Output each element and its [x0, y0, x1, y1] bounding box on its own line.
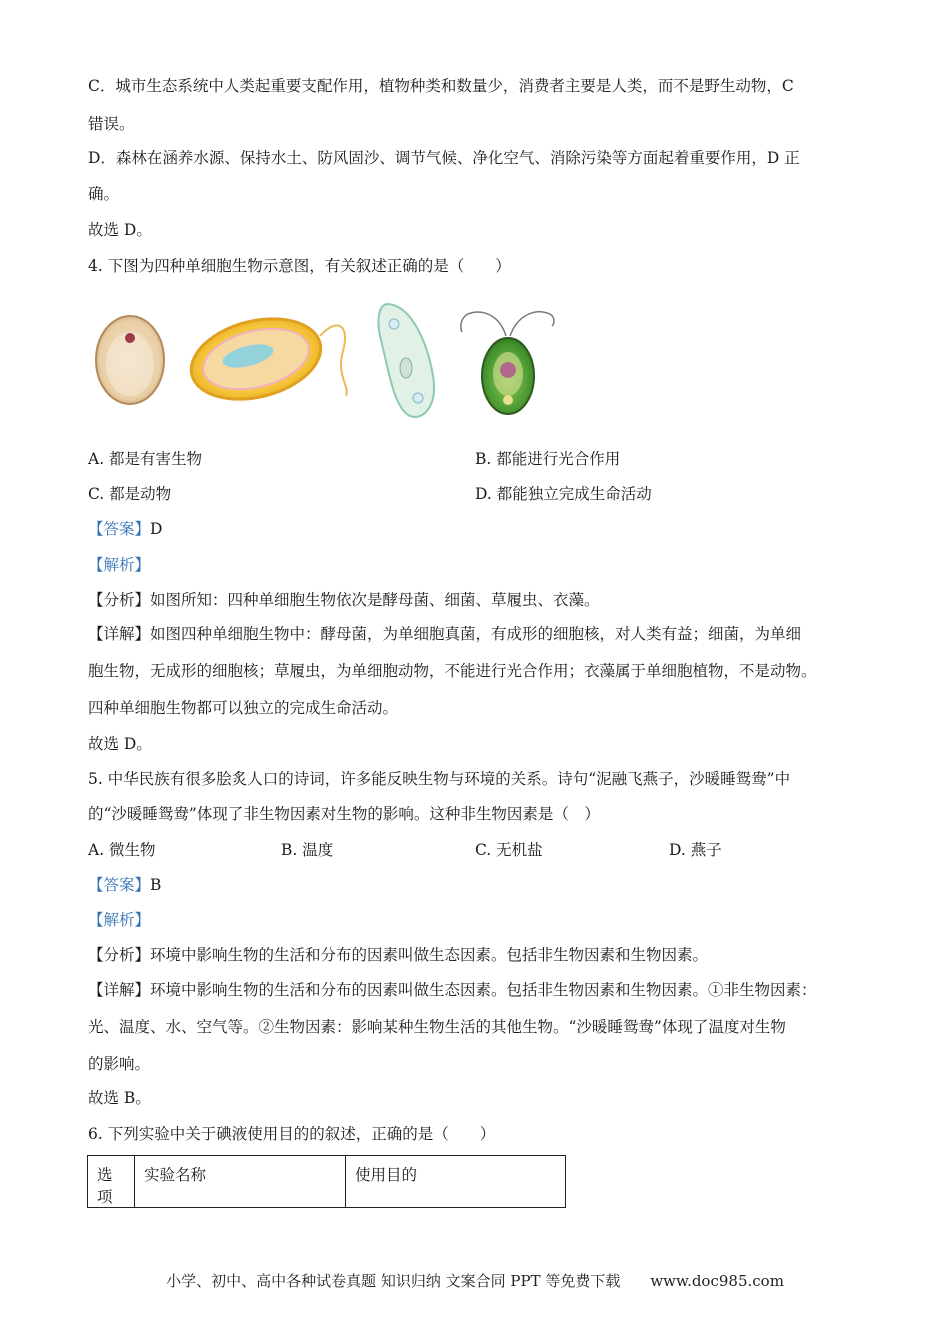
analysis-tag: 【分析】: [88, 946, 151, 964]
analysis-line: [88, 589, 600, 611]
detail-line: 光、温度、水、空气等。②生物因素：影响某种生物生活的其他生物。“沙暖睡鸳鸯”体现了温度对生物: [88, 1018, 786, 1036]
detail-text: 环境中影响生物的生活和分布的因素叫做生态因素。包括非生物因素和生物因素。①非生物因素：: [150, 981, 817, 999]
analysis-text: 环境中影响生物的生活和分布的因素叫做生态因素。包括非生物因素和生物因素。: [150, 946, 709, 964]
text-line: 确。: [88, 185, 120, 203]
question-6: 6. 下列实验中关于碘液使用目的的叙述，正确的是（ ）: [88, 1125, 496, 1143]
detail-line: 四种单细胞生物都可以独立的完成生命活动。: [88, 699, 399, 717]
table-header-cell: 实验名称: [135, 1156, 346, 1208]
select-line: 故选 D。: [88, 735, 152, 753]
detail-line: 胞生物，无成形的细胞核；草履虫，为单细胞动物，不能进行光合作用；衣藻属于单细胞植物，不是动物。: [88, 662, 817, 680]
option-c: C. 都是动物: [88, 485, 172, 503]
option-b: B. 温度: [281, 841, 334, 859]
table-row: [88, 1156, 566, 1208]
analysis-heading: 【解析】: [88, 911, 151, 929]
question-5: 5. 中华民族有很多脍炙人口的诗词，许多能反映生物与环境的关系。诗句“泥融飞燕子，沙暖睡鸳鸯”中: [88, 770, 791, 788]
text-line: D．森林在涵养水源、保持水土、防风固沙、调节气候、净化空气、消除污染等方面起着重要作用，D 正: [88, 149, 800, 167]
page-footer: 小学、初中、高中各种试卷真题 知识归纳 文案合同 PPT 等免费下载 www.doc985.com: [166, 1272, 784, 1290]
analysis-heading: 【解析】: [88, 556, 151, 574]
question-5-cont: 的“沙暖睡鸳鸯”体现了非生物因素对生物的影响。这种非生物因素是（ ）: [88, 805, 600, 823]
analysis-line: [88, 944, 708, 966]
paramecium-icon: [378, 304, 434, 417]
option-d: D. 都能独立完成生命活动: [475, 485, 652, 503]
detail-tag: 【详解】: [88, 625, 151, 643]
answer-line: [88, 874, 161, 896]
yeast-icon: [96, 316, 164, 404]
answer-tag: 【答案】: [88, 520, 151, 538]
analysis-text: 如图所知：四种单细胞生物依次是酵母菌、细菌、草履虫、衣藻。: [150, 591, 600, 609]
text-line: 错误。: [88, 115, 135, 133]
answer-line: [88, 518, 162, 540]
option-a: A. 微生物: [88, 841, 156, 859]
option-a: A. 都是有害生物: [88, 450, 203, 468]
table-header-cell: 使用目的: [346, 1156, 566, 1208]
chlamydomonas-icon: [461, 312, 554, 414]
detail-line: [88, 979, 817, 1001]
detail-tag: 【详解】: [88, 981, 151, 999]
detail-line: [88, 623, 801, 645]
text-line: 故选 D。: [88, 221, 152, 239]
answer-tag: 【答案】: [88, 876, 151, 894]
text-line: C．城市生态系统中人类起重要支配作用，植物种类和数量少，消费者主要是人类，而不是野生动物，C: [88, 77, 794, 95]
table-header-cell: 选项: [88, 1156, 135, 1208]
option-b: B. 都能进行光合作用: [475, 450, 621, 468]
options-table: [87, 1155, 566, 1208]
select-line: 故选 B。: [88, 1089, 151, 1107]
analysis-tag: 【分析】: [88, 591, 151, 609]
bacterium-icon: [183, 306, 347, 412]
detail-line: 的影响。: [88, 1055, 151, 1073]
question-4: 4. 下图为四种单细胞生物示意图，有关叙述正确的是（ ）: [88, 257, 511, 275]
option-c: C. 无机盐: [475, 841, 543, 859]
organisms-figure: [88, 296, 563, 426]
option-d: D. 燕子: [669, 841, 722, 859]
detail-text: 如图四种单细胞生物中：酵母菌，为单细胞真菌，有成形的细胞核，对人类有益；细菌，为单细: [150, 625, 802, 643]
answer-value: B: [150, 876, 162, 894]
answer-value: D: [150, 520, 163, 538]
